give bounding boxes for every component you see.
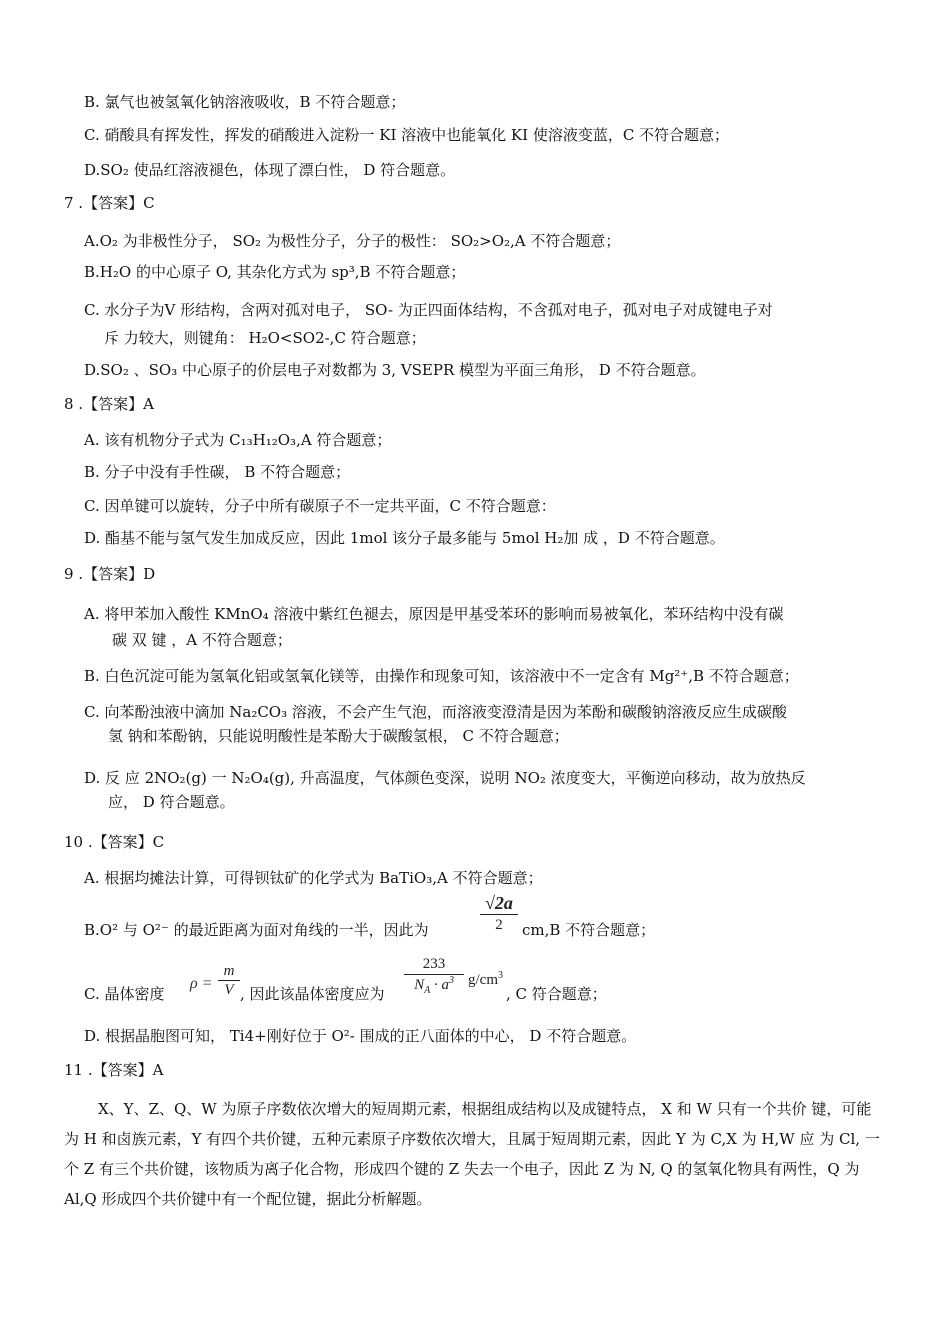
q10-option-c-prefix: C. 晶体密度: [84, 985, 165, 1003]
q10-option-d: D. 根据晶胞图可知， Ti4+刚好位于 O²- 围成的正八面体的中心， D 不符合题意。: [84, 1027, 637, 1045]
q11-answer-header: 11 .【答案】A: [64, 1061, 164, 1079]
q9-option-b: B. 白色沉淀可能为氢氧化铝或氢氧化镁等，由操作和现象可知，该溶液中不一定含有 Mg²⁺,B 不符合题意；: [84, 667, 799, 685]
q8-option-b: B. 分子中没有手性碳， B 不符合题意；: [84, 463, 351, 481]
density-unit: $g/cm^3$: [468, 970, 503, 988]
q9-option-a-line2: 碳 双 键 ，A 不符合题意；: [112, 631, 292, 649]
fraction-denominator: $N_A \cdot a^3$: [404, 974, 464, 995]
q7-option-c-line2: 斥 力较大，则键角： H₂O<SO2-,C 符合题意；: [104, 329, 426, 347]
q7-option-d: D.SO₂ 、SO₃ 中心原子的价层电子对数都为 3, VSEPR 模型为平面三角形， D 不符合题意。: [84, 361, 706, 379]
fraction-numerator: √2a: [485, 893, 513, 913]
q10-option-b-fraction: [480, 892, 518, 935]
q10-option-c-middle: , 因此该晶体密度应为: [240, 985, 385, 1003]
density-rho-symbol: ρ =: [190, 975, 213, 992]
fraction-volume: V: [218, 980, 240, 999]
fraction-mass: m: [223, 963, 235, 979]
q9-option-d-line2: 应， D 符合题意。: [108, 793, 235, 811]
q10-option-b-suffix: cm,B 不符合题意；: [522, 921, 656, 939]
q9-option-c-line1: C. 向苯酚浊液中滴加 Na₂CO₃ 溶液，不会产生气泡，而溶液变澄清是因为苯酚和碳酸钠溶液反应生成碳酸: [84, 703, 787, 721]
q7-option-a: A.O₂ 为非极性分子， SO₂ 为极性分子，分子的极性： SO₂>O₂,A 不符合题意；: [84, 232, 621, 250]
q7-answer-header: 7 .【答案】C: [64, 194, 155, 212]
q9-answer-header: 9 .【答案】D: [64, 565, 156, 583]
q10-option-c-suffix: , C 符合题意；: [506, 985, 607, 1003]
q6-option-c: C. 硝酸具有挥发性，挥发的硝酸进入淀粉一 KI 溶液中也能氧化 KI 使溶液变蓝，C 不符合题意；: [84, 126, 730, 144]
q9-option-c-line2: 氢 钠和苯酚钠，只能说明酸性是苯酚大于碳酸氢根， C 不符合题意；: [108, 727, 569, 745]
q8-option-a: A. 该有机物分子式为 C₁₃H₁₂O₃,A 符合题意；: [84, 431, 392, 449]
q6-option-d: D.SO₂ 使品红溶液褪色，体现了漂白性， D 符合题意。: [84, 161, 456, 179]
q9-option-a-line1: A. 将甲苯加入酸性 KMnO₄ 溶液中紫红色褪去，原因是甲基受苯环的影响而易被氧化，苯环结构中没有碳: [84, 605, 784, 623]
q10-answer-header: 10 .【答案】C: [64, 833, 165, 851]
fraction-denominator: 2: [480, 914, 518, 935]
q10-option-b-prefix: B.O² 与 O²⁻ 的最近距离为面对角线的一半，因此为: [84, 921, 429, 939]
fraction-numerator: 233: [422, 956, 446, 972]
density-value-fraction: [404, 954, 464, 995]
q10-option-a: A. 根据均摊法计算，可得钡钛矿的化学式为 BaTiO₃,A 不符合题意；: [84, 869, 543, 887]
q7-option-b: B.H₂O 的中心原子 O, 其杂化方式为 sp³,B 不符合题意；: [84, 263, 466, 281]
q8-option-d: D. 酯基不能与氢气发生加成反应，因此 1mol 该分子最多能与 5mol H₂加 成 ，D 不符合题意。: [84, 529, 725, 547]
q7-option-c-line1: C. 水分子为V 形结构，含两对孤对电子， SO- 为正四面体结构，不含孤对电子，孤对电子对成键电子对: [84, 301, 773, 319]
q8-answer-header: 8 .【答案】A: [64, 395, 154, 413]
q6-option-b: B. 氯气也被氢氧化钠溶液吸收，B 不符合题意；: [84, 93, 406, 111]
q11-explanation: X、Y、Z、Q、W 为原子序数依次增大的短周期元素，根据组成结构以及成键特点， X 和 W 只有一个共价 键，可能为 H 和卤族元素，Y 有四个共价键，五种元素原子序数依次增大，且属于短周期元素，因此 Y 为 C,X 为 H,W 应 为 Cl, 一 个 Z 有三个共价键，该物质为离子化合物，形成四个键的 Z 失去一个电子，因此 Z 为 N, Q 的氢氧化物具有两性，Q 为 Al,Q 形成四个共价键中有一个配位键，据此分析解题。: [64, 1100, 880, 1208]
q9-option-d-line1: D. 反 应 2NO₂(g) 一 N₂O₄(g), 升高温度，气体颜色变深，说明 NO₂ 浓度变大，平衡逆向移动，故为放热反: [84, 769, 806, 787]
density-formula-fraction: [218, 962, 240, 999]
q8-option-c: C. 因单键可以旋转，分子中所有碳原子不一定共平面，C 不符合题意：: [84, 497, 556, 515]
